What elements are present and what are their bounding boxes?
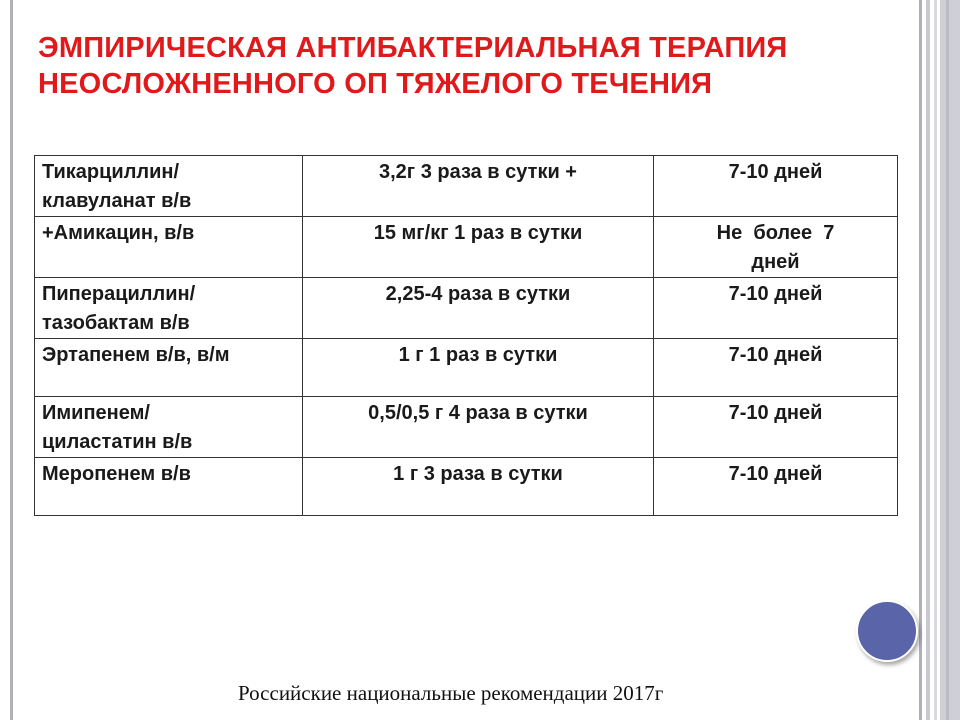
side-bar bbox=[940, 0, 960, 720]
drug-name-cont: тазобактам в/в bbox=[42, 312, 190, 334]
duration-cont: дней bbox=[751, 251, 800, 273]
duration-cell bbox=[654, 458, 898, 516]
title-line-2: НЕОСЛОЖНЕННОГО ОП ТЯЖЕЛОГО ТЕЧЕНИЯ bbox=[38, 68, 713, 100]
drug-name: Меропенем в/в bbox=[42, 463, 191, 485]
drug-cell bbox=[35, 339, 303, 397]
table-row bbox=[35, 339, 898, 397]
duration: 7-10 дней bbox=[728, 344, 823, 366]
dose-cell: 0,5/0,5 г 4 раза в сутки bbox=[303, 397, 654, 458]
duration: 7-10 дней bbox=[728, 463, 823, 485]
duration-cell bbox=[654, 278, 898, 339]
table-row bbox=[35, 156, 898, 217]
title-line-1: ЭМПИРИЧЕСКАЯ АНТИБАКТЕРИАЛЬНАЯ ТЕРАПИЯ bbox=[38, 32, 788, 64]
table-row bbox=[35, 458, 898, 516]
duration-cell bbox=[654, 156, 898, 217]
drug-name: Пиперациллин/ bbox=[42, 283, 196, 305]
duration: 7-10 дней bbox=[728, 283, 823, 305]
duration-cell bbox=[654, 397, 898, 458]
source-citation: Российские национальные рекомендации 2017г bbox=[238, 681, 664, 705]
dose-cell: 2,25-4 раза в сутки bbox=[303, 278, 654, 339]
drug-cell bbox=[35, 397, 303, 458]
drug-cell bbox=[35, 156, 303, 217]
drug-name: +Амикацин, в/в bbox=[42, 222, 195, 244]
therapy-table bbox=[34, 155, 898, 516]
duration: Не более 7 bbox=[716, 222, 835, 244]
slide-title bbox=[38, 30, 898, 102]
drug-name: Имипенем/ bbox=[42, 402, 150, 424]
dose-cell: 3,2г 3 раза в сутки + bbox=[303, 156, 654, 217]
table-row bbox=[35, 397, 898, 458]
drug-name: Тикарциллин/ bbox=[42, 161, 180, 183]
decorative-side-bars bbox=[922, 0, 960, 720]
duration: 7-10 дней bbox=[728, 402, 823, 424]
duration: 7-10 дней bbox=[728, 161, 823, 183]
drug-name-cont: циластатин в/в bbox=[42, 431, 193, 453]
side-bar bbox=[926, 0, 930, 720]
drug-cell bbox=[35, 458, 303, 516]
dose-cell: 15 мг/кг 1 раз в сутки bbox=[303, 217, 654, 278]
drug-cell bbox=[35, 278, 303, 339]
side-bar bbox=[934, 0, 937, 720]
side-bar bbox=[946, 0, 949, 720]
dose-cell: 1 г 1 раз в сутки bbox=[303, 339, 654, 397]
table-row bbox=[35, 217, 898, 278]
drug-name-cont: клавуланат в/в bbox=[42, 190, 192, 212]
decorative-circle bbox=[856, 600, 918, 662]
dose-cell: 1 г 3 раза в сутки bbox=[303, 458, 654, 516]
duration-cell bbox=[654, 217, 898, 278]
duration-cell bbox=[654, 339, 898, 397]
drug-name: Эртапенем в/в, в/м bbox=[42, 344, 230, 366]
drug-cell bbox=[35, 217, 303, 278]
table-row bbox=[35, 278, 898, 339]
